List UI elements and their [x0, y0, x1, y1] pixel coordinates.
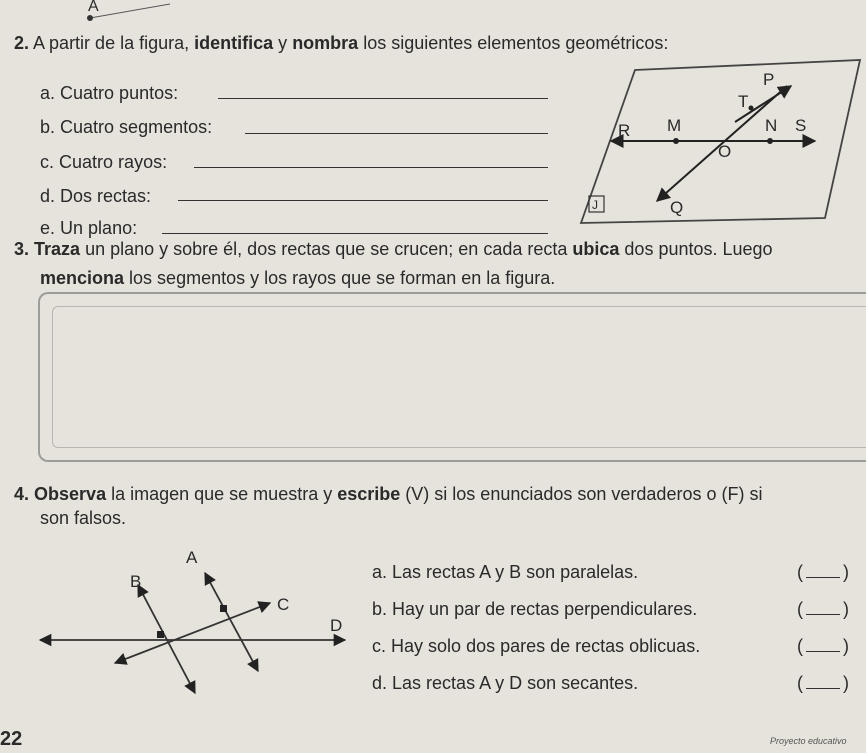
fig2-label-R: R — [618, 121, 631, 140]
fig2-label-S: S — [795, 116, 807, 135]
ex4-answer-d[interactable]: ( ) — [797, 673, 849, 693]
ex4-statement-c-letter: c. — [372, 636, 387, 656]
fig2-label-N: N — [765, 116, 778, 135]
exercise-3-line-2 — [40, 268, 555, 289]
exercise-3-text-b: un plano y sobre él, dos rectas que se crucen; en cada recta — [85, 239, 568, 259]
fig4-label-B: B — [130, 572, 142, 591]
ex2-answer-line-e[interactable] — [162, 233, 548, 234]
ex2-answer-line-b[interactable] — [245, 133, 548, 134]
ex2-item-b-letter: b. — [40, 117, 56, 137]
ex2-answer-line-c[interactable] — [194, 167, 548, 168]
ex4-lines-figure — [30, 545, 360, 700]
exercise-3-verb-menciona: menciona — [40, 268, 125, 288]
ex2-item-e — [40, 218, 137, 239]
exercise-2-intro-e: los siguientes elementos geométricos: — [363, 33, 669, 53]
exercise-3-line-1 — [14, 239, 773, 260]
exercise-3-number: 3. — [14, 239, 30, 259]
ex2-item-d-text: Dos rectas: — [60, 186, 152, 206]
ex2-item-d-letter: d. — [40, 186, 56, 206]
line-A — [205, 573, 258, 671]
exercise-4-verb-escribe: escribe — [337, 484, 401, 504]
exercise-3-verb-ubica: ubica — [572, 239, 620, 259]
ex2-item-a — [40, 83, 178, 104]
exercise-4-line-2: son falsos. — [40, 508, 127, 528]
exercise-4-text-b: la imagen que se muestra y — [111, 484, 333, 504]
ex4-statement-d — [372, 673, 638, 694]
fig2-label-M: M — [667, 116, 682, 135]
ex2-item-a-letter: a. — [40, 83, 56, 103]
exercise-3-verb-traza: Traza — [34, 239, 81, 259]
ex2-item-a-text: Cuatro puntos: — [60, 83, 179, 103]
exercise-2-number: 2. — [14, 33, 30, 53]
ex2-item-e-text: Un plano: — [60, 218, 138, 238]
point-T — [749, 106, 754, 111]
fig2-label-J: J — [592, 198, 598, 212]
exercise-2-intro-a: A partir de la figura, — [33, 33, 190, 53]
exercise-4-line-1 — [14, 484, 762, 505]
exercise-2-heading — [14, 33, 668, 54]
right-angle-mark-2 — [220, 605, 227, 612]
top-point-label: A — [88, 0, 99, 15]
ex4-statement-c-text: Hay solo dos pares de rectas oblicuas. — [391, 636, 701, 656]
point-M — [673, 138, 679, 144]
ex2-item-d — [40, 186, 151, 207]
ex4-statement-a-text: Las rectas A y B son paralelas. — [392, 562, 639, 582]
ex2-item-c — [40, 152, 167, 173]
ex4-answer-c[interactable]: ( ) — [797, 636, 849, 656]
ex4-statement-a — [372, 562, 638, 583]
fig2-label-O: O — [718, 142, 732, 161]
footer-brand: Proyecto educativo — [770, 736, 847, 746]
ex2-answer-line-a[interactable] — [218, 98, 548, 99]
exercise-3-text-f: los segmentos y los rayos que se forman en la figura. — [129, 268, 556, 288]
fig4-label-A: A — [186, 548, 198, 567]
ex4-statement-b-text: Hay un par de rectas perpendiculares. — [392, 599, 698, 619]
fig2-label-P: P — [763, 70, 775, 89]
right-angle-mark-1 — [157, 631, 164, 638]
ex2-item-e-letter: e. — [40, 218, 56, 238]
ex2-answer-line-d[interactable] — [178, 200, 548, 201]
ex4-statement-b — [372, 599, 697, 620]
exercise-4-verb-observa: Observa — [34, 484, 107, 504]
fig2-label-T: T — [738, 92, 749, 111]
ex2-item-c-text: Cuatro rayos: — [59, 152, 168, 172]
ex4-statement-b-letter: b. — [372, 599, 388, 619]
drawing-area-inner-box[interactable] — [52, 306, 866, 448]
fig4-label-C: C — [277, 595, 290, 614]
ex2-item-b — [40, 117, 212, 138]
fig2-label-Q: Q — [670, 198, 684, 217]
point-N — [767, 138, 773, 144]
exercise-2-verb-nombra: nombra — [292, 33, 359, 53]
exercise-4-number: 4. — [14, 484, 30, 504]
exercise-3-text-d: dos puntos. Luego — [624, 239, 773, 259]
top-decoration — [0, 0, 200, 24]
ex2-item-b-text: Cuatro segmentos: — [60, 117, 213, 137]
ex4-statement-d-letter: d. — [372, 673, 388, 693]
page-number: 22 — [0, 728, 23, 750]
exercise-2-verb-identifica: identifica — [194, 33, 274, 53]
exercise-4-text-d: (V) si los enunciados son verdaderos o (F) si — [405, 484, 763, 504]
ex4-statement-a-letter: a. — [372, 562, 388, 582]
ex4-answer-a[interactable]: ( ) — [797, 562, 849, 582]
line-B — [138, 585, 195, 693]
exercise-2-intro-c: y — [278, 33, 288, 53]
ex4-statement-c — [372, 636, 700, 657]
ex2-item-c-letter: c. — [40, 152, 55, 172]
fig4-label-D: D — [330, 616, 343, 635]
line-C — [115, 603, 270, 663]
ex4-statement-d-text: Las rectas A y D son secantes. — [392, 673, 639, 693]
ex4-answer-b[interactable]: ( ) — [797, 599, 849, 619]
